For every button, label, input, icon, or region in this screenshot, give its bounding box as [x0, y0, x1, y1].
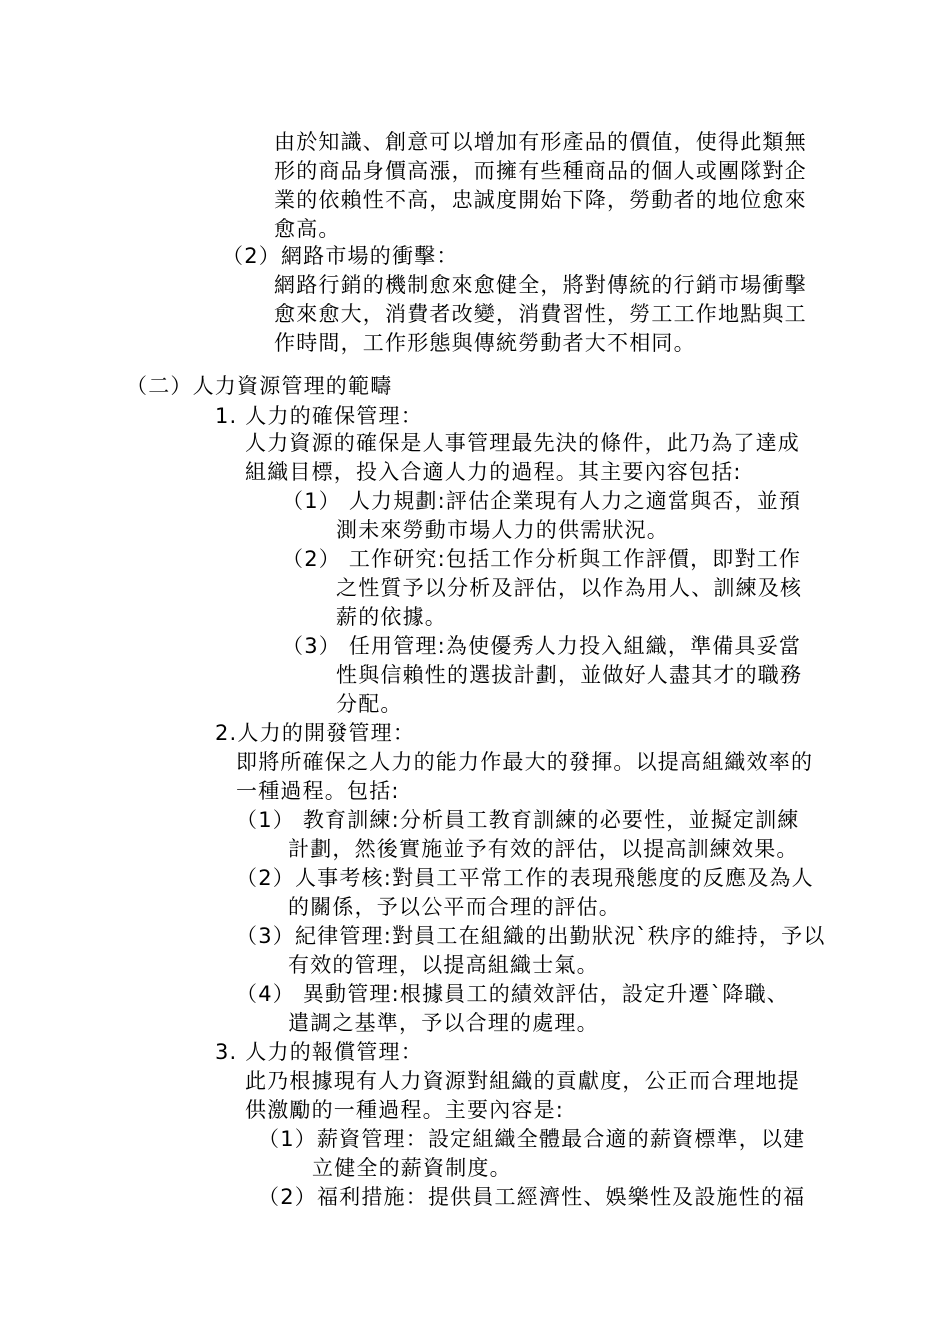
paragraph-line: 業的依賴性不高，忠誠度開始下降，勞動者的地位愈來 — [274, 188, 807, 212]
paragraph-line: 形的商品身價高漲，而擁有些種商品的個人或團隊對企 — [274, 159, 807, 183]
list-item: （2） 工作研究:包括工作分析與工作評價，即對工作 — [282, 547, 802, 571]
list-item-continuation: 測未來勞動市場人力的供需狀況。 — [336, 518, 669, 542]
list-item: （1） 人力規劃:評估企業現有人力之適當與否，並預 — [282, 489, 802, 513]
paragraph-line: 愈高。 — [274, 217, 341, 241]
list-item-continuation: 性與信賴性的選拔計劃，並做好人盡其才的職務 — [336, 663, 803, 687]
list-item: （2）人事考核:對員工平常工作的表現飛態度的反應及為人 — [236, 866, 814, 890]
list-item-continuation: 立健全的薪資制度。 — [312, 1156, 512, 1180]
list-item-heading: （2）網路市場的衝擊： — [222, 244, 459, 268]
list-item: （4） 異動管理:根據員工的績效評估，設定升遷`降職、 — [236, 982, 790, 1006]
list-item: （1）薪資管理：設定組織全體最合適的薪資標準，以建 — [258, 1127, 806, 1151]
section-heading: （二）人力資源管理的範疇 — [126, 374, 393, 398]
subsection-heading: 3. 人力的報償管理： — [215, 1040, 423, 1064]
list-item: （3）紀律管理:對員工在組織的出勤狀況`秩序的維持，予以 — [236, 924, 826, 948]
paragraph-line: 作時間，工作形態與傳統勞動者大不相同。 — [274, 331, 696, 355]
subsection-heading: 2.人力的開發管理： — [215, 721, 416, 745]
list-item: （2）福利措施：提供員工經濟性、娛樂性及設施性的福 — [258, 1185, 806, 1209]
list-item-continuation: 分配。 — [336, 692, 403, 716]
paragraph-line: 網路行銷的機制愈來愈健全，將對傳統的行銷市場衝擊 — [274, 273, 807, 297]
paragraph-line: 供激勵的一種過程。主要內容是: — [245, 1098, 565, 1122]
list-item-continuation: 之性質予以分析及評估，以作為用人、訓練及核 — [336, 576, 803, 600]
paragraph-line: 一種過程。包括: — [236, 779, 400, 803]
list-item-continuation: 遣調之基準，予以合理的處理。 — [288, 1011, 599, 1035]
list-item-continuation: 有效的管理，以提高組織士氣。 — [288, 953, 599, 977]
list-item-continuation: 薪的依據。 — [336, 605, 447, 629]
paragraph-line: 愈來愈大，消費者改變，消費習性，勞工工作地點與工 — [274, 302, 807, 326]
paragraph-line: 由於知識、創意可以增加有形產品的價值，使得此類無 — [274, 130, 807, 154]
subsection-heading: 1. 人力的確保管理： — [215, 404, 423, 428]
paragraph-line: 人力資源的確保是人事管理最先決的條件，此乃為了達成 — [245, 431, 800, 455]
list-item-continuation: 的關係，予以公平而合理的評估。 — [288, 895, 621, 919]
list-item-continuation: 計劃，然後實施並予有效的評估，以提高訓練效果。 — [288, 837, 799, 861]
paragraph-line: 組織目標，投入合適人力的過程。其主要內容包括: — [245, 460, 742, 484]
list-item: （1） 教育訓練:分析員工教育訓練的必要性，並擬定訓練 — [236, 808, 800, 832]
paragraph-line: 此乃根據現有人力資源對組織的貢獻度，公正而合理地提 — [245, 1069, 800, 1093]
paragraph-line: 即將所確保之人力的能力作最大的發揮。以提高組織效率的 — [236, 750, 814, 774]
list-item: （3） 任用管理:為使優秀人力投入組織，準備具妥當 — [282, 634, 802, 658]
